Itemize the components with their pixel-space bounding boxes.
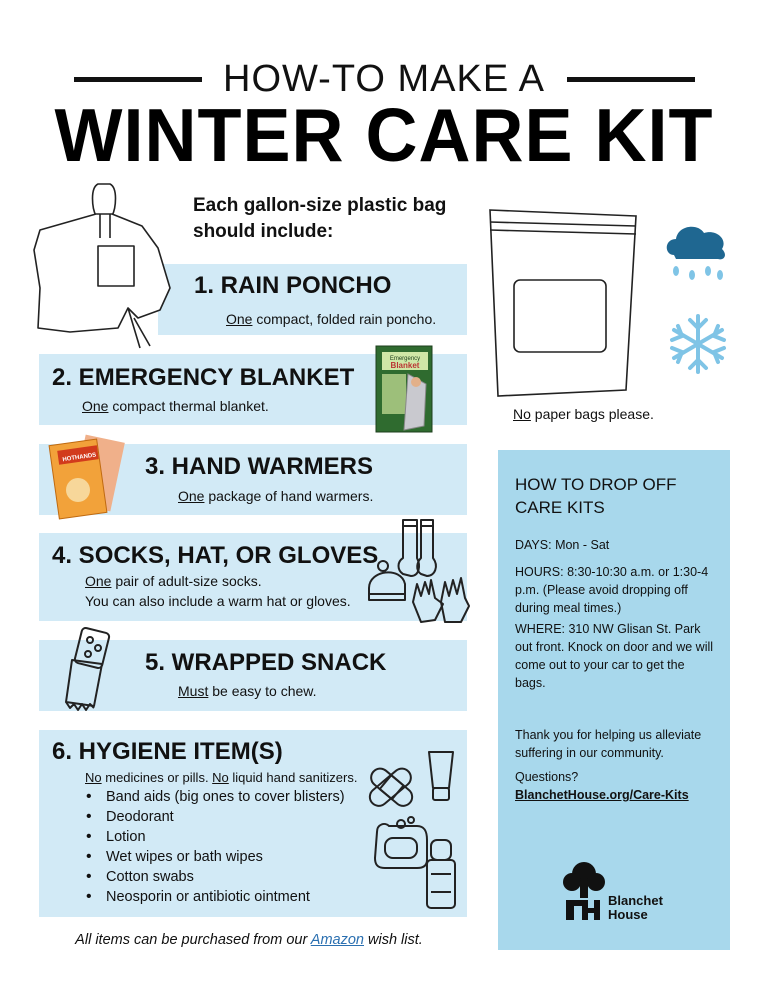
item-title-hygiene: 6. HYGIENE ITEM(S) <box>52 738 283 765</box>
dropoff-title: HOW TO DROP OFF CARE KITS <box>515 475 677 517</box>
item-title-socks: 4. SOCKS, HAT, OR GLOVES <box>52 542 379 569</box>
item-desc-socks-line2: You can also include a warm hat or gloves. <box>85 593 351 609</box>
item-title-snack: 5. WRAPPED SNACK <box>145 649 387 676</box>
list-item: • Neosporin or antibiotic ointment <box>78 887 345 907</box>
title-line2: WINTER CARE KIT <box>54 94 714 178</box>
svg-text:Emergency: Emergency <box>389 356 421 362</box>
item-title-hand-warmers: 3. HAND WARMERS <box>145 453 374 480</box>
dropoff-panel <box>498 450 730 950</box>
item-title-rain-poncho: 1. RAIN PONCHO <box>194 272 392 299</box>
item-desc-socks: One pair of adult-size socks. <box>85 573 262 589</box>
intro-text: Each gallon-size plastic bag should include: <box>193 195 447 242</box>
rain-cloud-icon <box>662 215 732 285</box>
list-item: • Cotton swabs <box>78 867 345 887</box>
dropoff-where: WHERE: 310 NW Glisan St. Park out front. Knock on door and we will come out to your car to get the bags. <box>515 622 714 690</box>
hygiene-items-icon <box>365 744 470 914</box>
list-item: • Lotion <box>78 827 345 847</box>
logo-text-line1: Blanchet <box>608 893 663 908</box>
amazon-link[interactable]: Amazon <box>310 932 364 948</box>
title-line1: HOW-TO MAKE A <box>223 58 545 100</box>
hand-warmer-package-image <box>48 430 124 522</box>
item-desc-hygiene: No medicines or pills. No liquid hand sanitizers. <box>85 770 358 785</box>
socks-hat-gloves-icon <box>365 518 473 626</box>
dropoff-days: DAYS: Mon - Sat <box>515 538 610 552</box>
svg-text:HOTHANDS: HOTHANDS <box>62 452 97 464</box>
item-desc-snack: Must be easy to chew. <box>178 683 317 699</box>
snowflake-icon <box>666 312 730 376</box>
hygiene-list <box>78 787 345 907</box>
bag-note: No paper bags please. <box>513 406 654 422</box>
list-item: • Deodorant <box>78 807 345 827</box>
dropoff-thanks: Thank you for helping us alleviate suffering in our community. <box>515 728 702 760</box>
item-desc-hand-warmers: One package of hand warmers. <box>178 488 374 504</box>
list-item: • Wet wipes or bath wipes <box>78 847 345 867</box>
snack-bar-icon <box>62 624 122 714</box>
footer-note: All items can be purchased from our Amazon wish list. <box>75 932 423 948</box>
poncho-icon <box>30 178 180 353</box>
svg-text:Blanket: Blanket <box>390 361 420 370</box>
dropoff-questions: Questions? <box>515 770 579 784</box>
list-item: • Band aids (big ones to cover blisters) <box>78 787 345 807</box>
blanchet-house-logo-icon <box>562 860 606 920</box>
item-title-emergency-blanket: 2. EMERGENCY BLANKET <box>52 364 355 391</box>
care-kits-link[interactable]: BlanchetHouse.org/Care-Kits <box>515 788 689 802</box>
item-desc-rain-poncho: One compact, folded rain poncho. <box>226 311 437 327</box>
dropoff-hours: HOURS: 8:30-10:30 a.m. or 1:30-4 p.m. (Please avoid dropping off during meal times.) <box>515 565 709 615</box>
item-desc-emergency-blanket: One compact thermal blanket. <box>82 398 269 414</box>
emergency-blanket-box-image <box>374 344 436 434</box>
plastic-bag-icon <box>486 200 646 400</box>
logo-text-line2: House <box>608 907 648 922</box>
